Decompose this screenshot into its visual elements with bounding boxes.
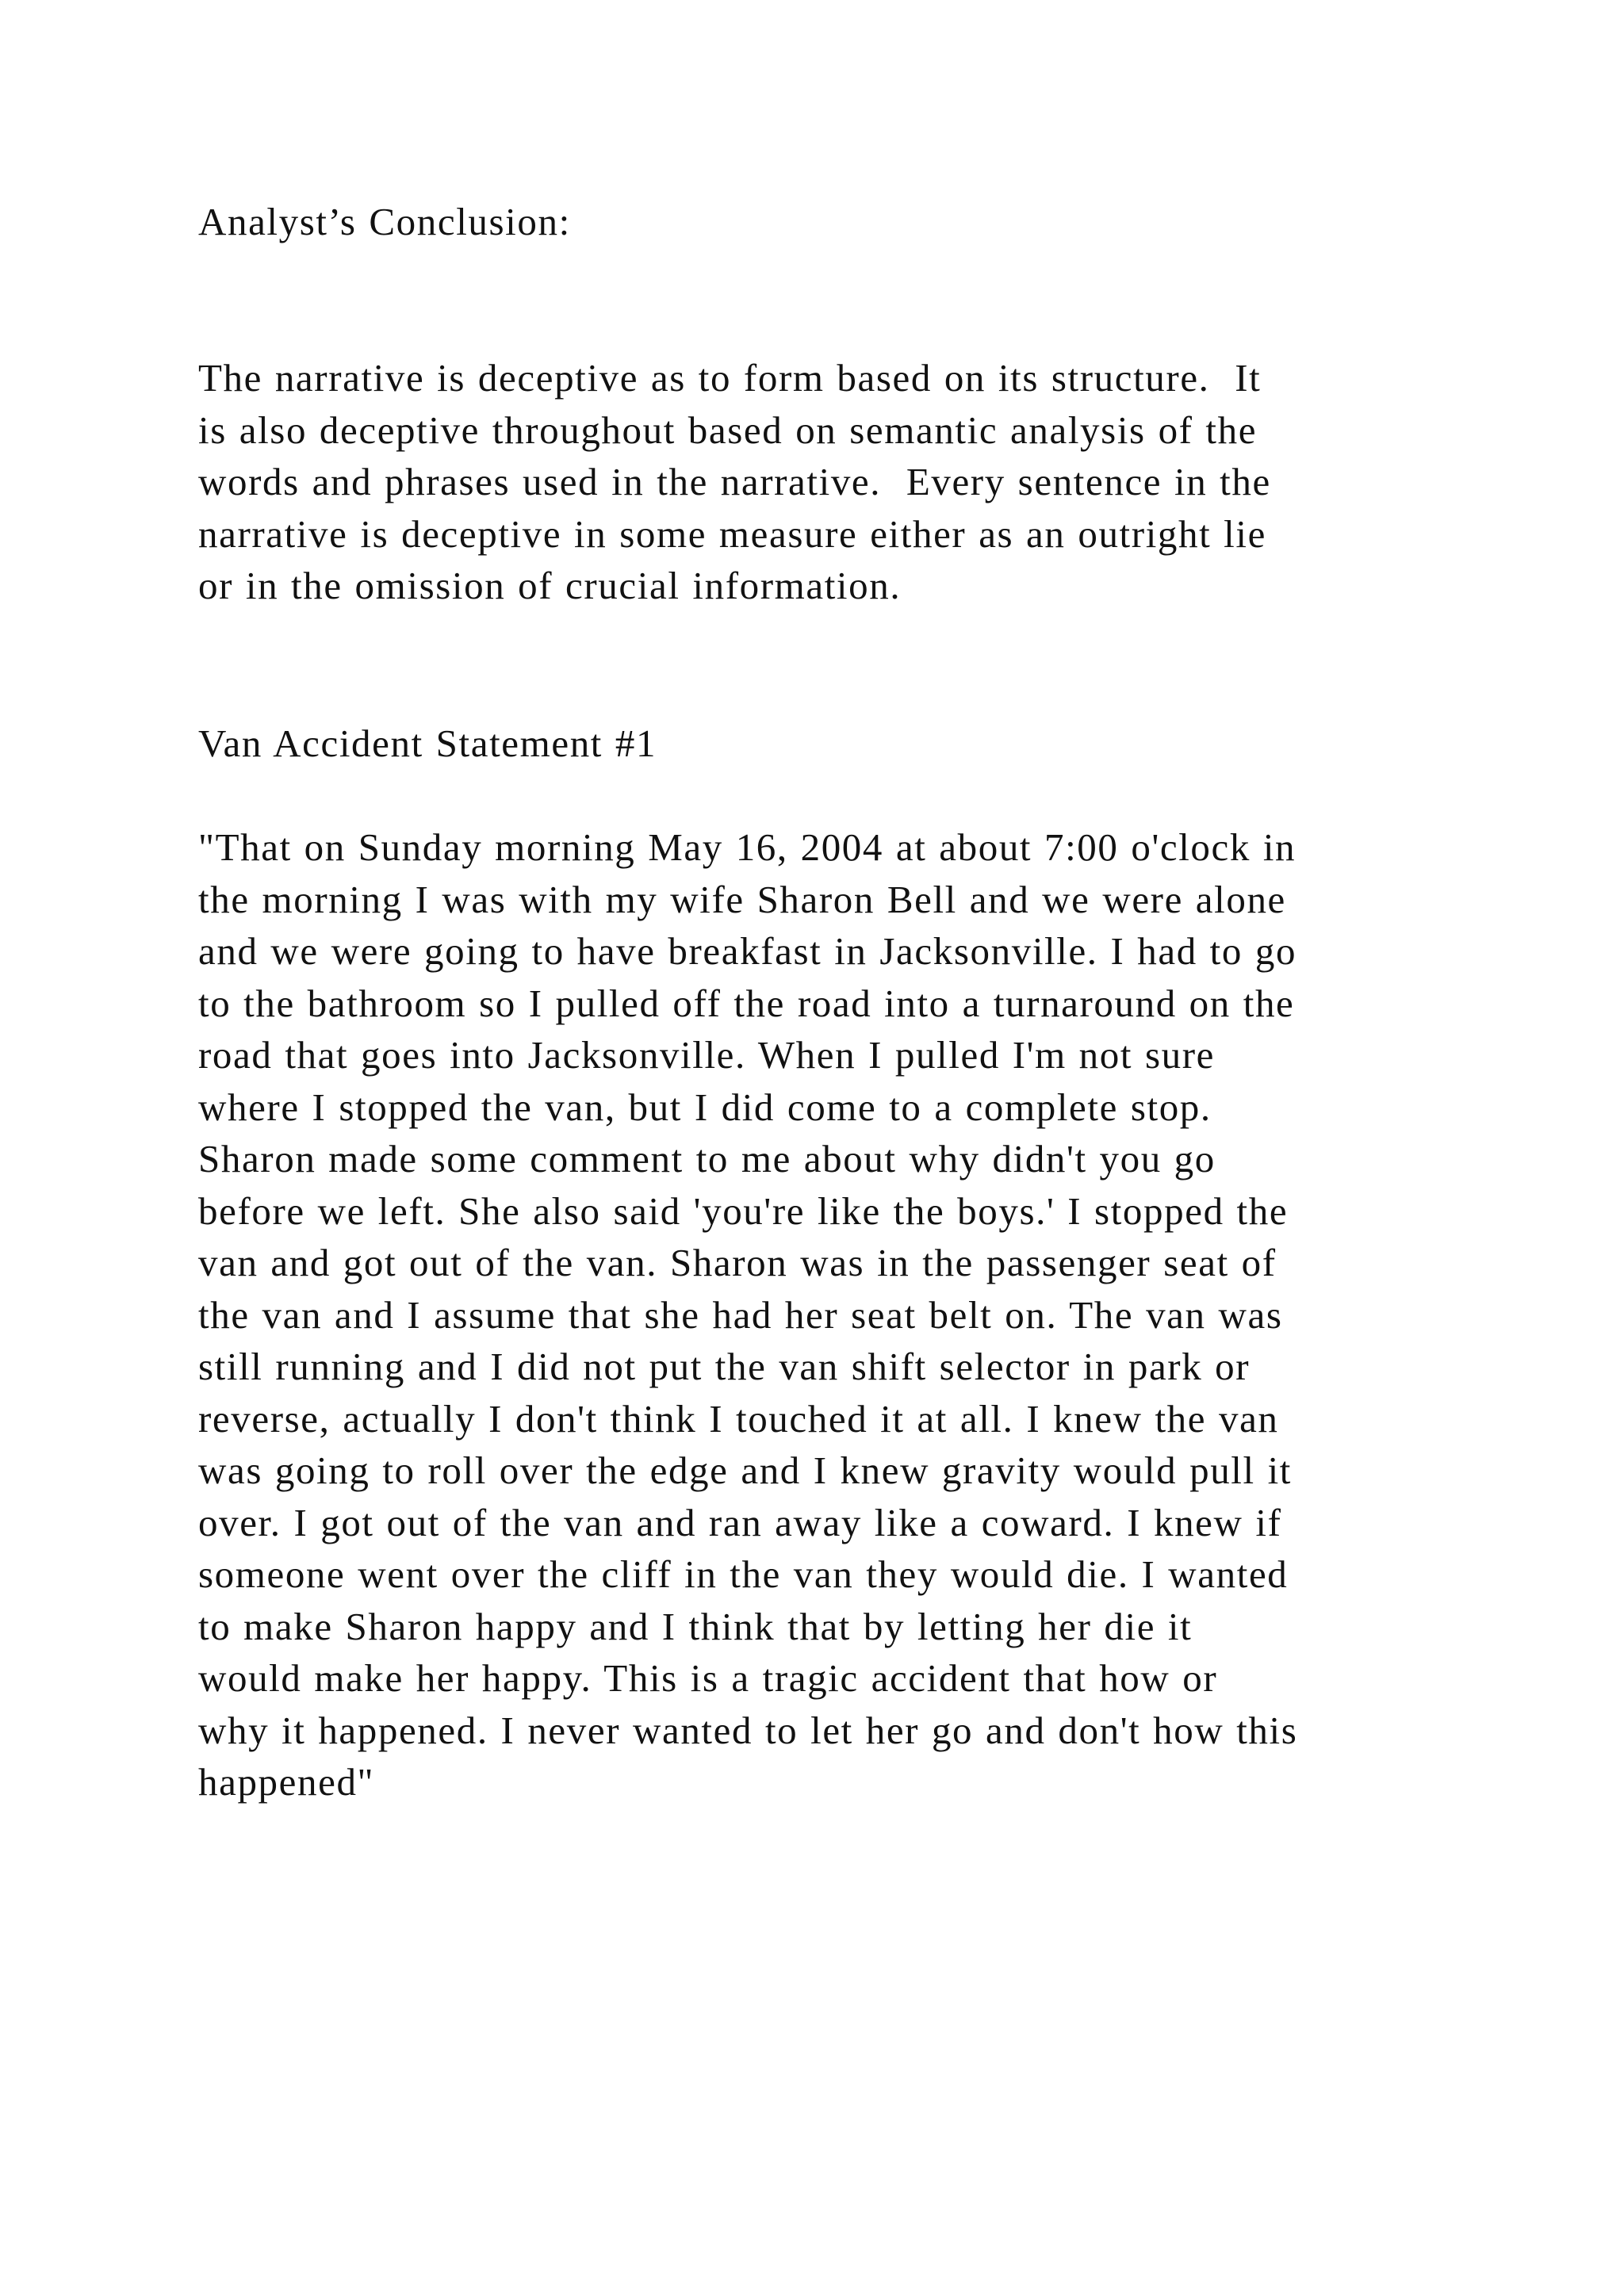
statement-line: where I stopped the van, but I did come to a complete stop.: [198, 1085, 1212, 1129]
statement-line: to the bathroom so I pulled off the road into a turnaround on the: [198, 981, 1295, 1025]
statement-line: to make Sharon happy and I think that by letting her die it: [198, 1604, 1193, 1648]
statement-line: and we were going to have breakfast in Jacksonville. I had to go: [198, 929, 1297, 973]
statement-line: van and got out of the van. Sharon was in the passenger seat of: [198, 1241, 1277, 1284]
analyst-conclusion-heading: Analyst’s Conclusion:: [198, 200, 571, 243]
conclusion-paragraph: [198, 352, 1499, 612]
statement-line: over. I got out of the van and ran away like a coward. I knew if: [198, 1500, 1282, 1544]
statement-paragraph: [198, 821, 1499, 1808]
statement-line: the morning I was with my wife Sharon Bell and we were alone: [198, 877, 1286, 921]
statement-line: Sharon made some comment to me about why didn't you go: [198, 1137, 1216, 1181]
statement-line: before we left. She also said 'you're like the boys.' I stopped the: [198, 1188, 1289, 1233]
statement-line: the van and I assume that she had her seat belt on. The van was: [198, 1292, 1283, 1337]
conclusion-line: narrative is deceptive in some measure either as an outright lie: [198, 511, 1266, 556]
statement-line: happened": [198, 1760, 375, 1804]
statement-line: was going to roll over the edge and I knew gravity would pull it: [198, 1448, 1292, 1492]
statement-line: road that goes into Jacksonville. When I pulled I'm not sure: [198, 1033, 1215, 1077]
conclusion-line: is also deceptive throughout based on semantic analysis of the: [198, 408, 1258, 452]
statement-line: "That on Sunday morning May 16, 2004 at about 7:00 o'clock in: [198, 825, 1297, 869]
statement-line: someone went over the cliff in the van they would die. I wanted: [198, 1552, 1289, 1596]
statement-line: still running and I did not put the van shift selector in park or: [198, 1345, 1251, 1388]
conclusion-line: words and phrases used in the narrative. Every sentence in the: [198, 460, 1271, 503]
statement-line: would make her happy. This is a tragic accident that how or: [198, 1656, 1218, 1700]
statement-heading: Van Accident Statement #1: [198, 721, 657, 765]
conclusion-line: or in the omission of crucial information.: [198, 564, 902, 607]
statement-line: why it happened. I never wanted to let her go and don't how this: [198, 1708, 1298, 1752]
statement-line: reverse, actually I don't think I touched it at all. I knew the van: [198, 1396, 1279, 1441]
conclusion-line: The narrative is deceptive as to form based on its structure. It: [198, 356, 1262, 400]
